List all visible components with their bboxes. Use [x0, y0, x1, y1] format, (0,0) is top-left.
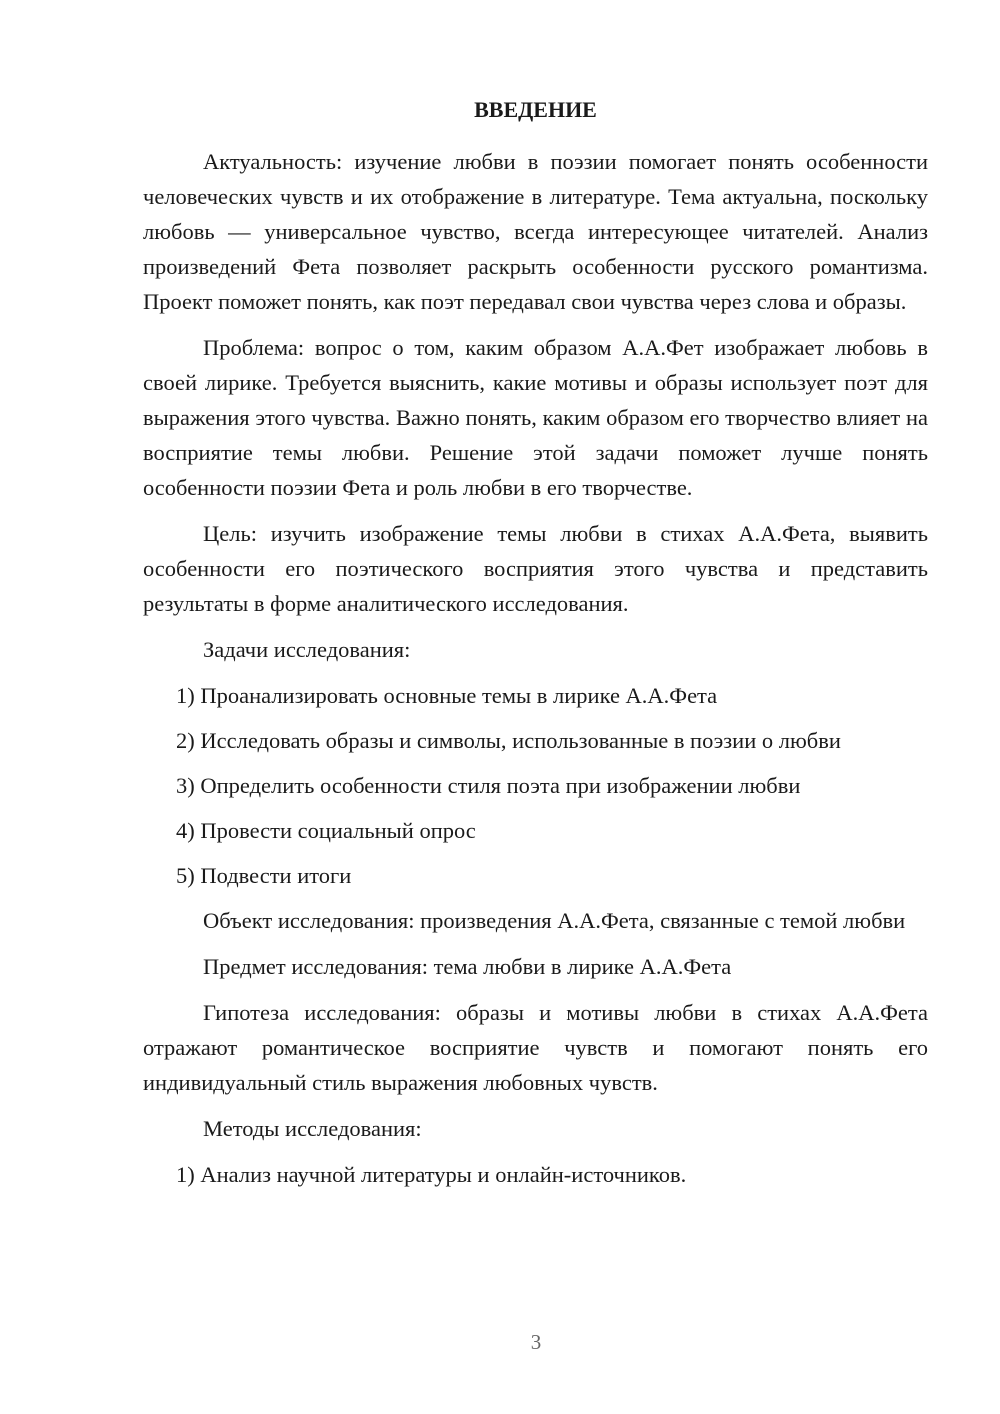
task-item-2: 2) Исследовать образы и символы, использованные в поэзии о любви — [176, 728, 841, 753]
methods-heading: Методы исследования: — [203, 1116, 422, 1141]
task-item-1: 1) Проанализировать основные темы в лирике А.А.Фета — [176, 683, 718, 708]
section-title: ВВЕДЕНИЕ — [474, 97, 597, 122]
goal-paragraph: Цель: изучить изображение темы любви в стихах А.А.Фета, выявить особенности его поэтического восприятия этого чувства и представить результаты в форме аналитического исследования. — [143, 521, 928, 616]
object-paragraph: Объект исследования: произведения А.А.Фета, связанные с темой любви — [203, 908, 906, 933]
page-number: 3 — [530, 1330, 542, 1354]
hypothesis-paragraph: Гипотеза исследования: образы и мотивы любви в стихах А.А.Фета отражают романтическое восприятие чувств и помогают понять его индивидуальный стиль выражения любовных чувств. — [143, 1000, 928, 1095]
subject-paragraph: Предмет исследования: тема любви в лирике А.А.Фета — [203, 954, 732, 979]
page-content — [143, 92, 928, 1202]
method-item-1: 1) Анализ научной литературы и онлайн-источников. — [176, 1162, 687, 1187]
task-item-4: 4) Провести социальный опрос — [176, 818, 476, 843]
task-item-3: 3) Определить особенности стиля поэта при изображении любви — [176, 773, 801, 798]
tasks-heading: Задачи исследования: — [203, 637, 411, 662]
problem-paragraph: Проблема: вопрос о том, каким образом А.А.Фет изображает любовь в своей лирике. Требуется выяснить, какие мотивы и образы использует поэт для выражения этого чувства. Важно понять, каким образом его творчество влияет на восприятие темы любви. Решение этой задачи поможет лучше понять особенности поэзии Фета и роль любви в его творчестве. — [143, 335, 928, 500]
task-item-5: 5) Подвести итоги — [176, 863, 352, 888]
relevance-paragraph: Актуальность: изучение любви в поэзии помогает понять особенности человеческих чувств и их отображение в литературе. Тема актуальна, поскольку любовь — универсальное чувство, всегда интересующее читателей. Анализ произведений Фета позволяет раскрыть особенности русского романтизма. Проект поможет понять, как поэт передавал свои чувства через слова и образы. — [143, 149, 928, 314]
